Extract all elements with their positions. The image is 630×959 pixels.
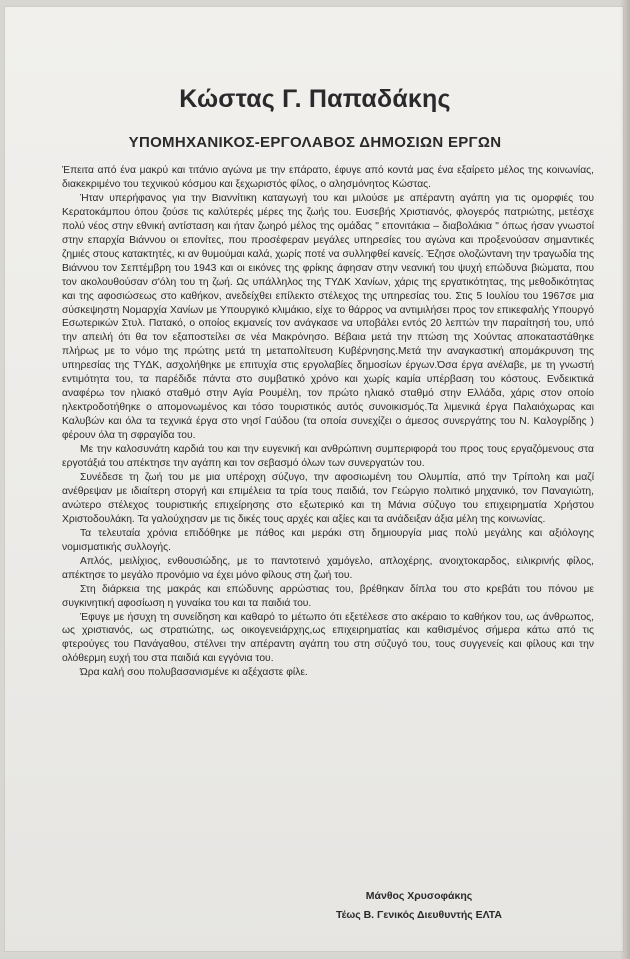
paragraph: Στη διάρκεια της μακράς και επώδυνης αρρώστιας του, βρέθηκαν δίπλα του στο κρεβάτι του πόνου με συγκινητική αφοσίωση η γυναίκα του και τα παιδιά του. — [62, 583, 594, 609]
document-body — [62, 164, 594, 680]
paragraph: Με την καλοσυνάτη καρδιά του και την ευγενική και ανθρώπινη συμπεριφορά του προς τους εργαζόμενους στα εργοτάξιά του απέκτησε την αγάπη και τον σεβασμό όλων των συνεργατών του. — [62, 444, 594, 470]
signature-name: Μάνθος Χρυσοφάκης — [365, 890, 473, 902]
paragraph: Απλός, μειλίχιος, ενθουσιώδης, με το παντοτεινό χαμόγελο, απλοχέρης, ανοιχτοκαρδος, ειλικρινής φίλος, απέκτησε το μεγάλο προνόμιο να έχει μόνο φίλους στη ζωή του. — [62, 555, 594, 581]
paragraph: Συνέδεσε τη ζωή του με μια υπέροχη σύζυγο, την αφοσιωμένη του Ολυμπία, από την Τρίπολη και μαζί ανέθρεψαν με ιδιαίτερη στοργή και επιμέλεια τα τρία τους παιδιά, τον Γεώργιο πολιτικό μηχανικό, τον Παναγιώτη, ανώτερο στέλεχος τουριστικής επιχείρησης στο εξωτερικό και τη Μάνια σύζυγο του επιχειρηματία Χρήστου Χριστοδουλάκη. Τα γαλούχησαν με τις δικές τους αρχές και αξίες και τα ανάδειξαν άξια μέλη της κοινωνίας. — [62, 471, 594, 525]
document-subtitle: ΥΠΟΜΗΧΑΝΙΚΟΣ-ΕΡΓΟΛΑΒΟΣ ΔΗΜΟΣΙΩΝ ΕΡΓΩΝ — [128, 134, 502, 151]
signature-block — [336, 887, 502, 925]
signature-title: Τέως Β. Γενικός Διευθυντής ΕΛΤΑ — [335, 909, 502, 921]
paragraph: Έφυγε με ήσυχη τη συνείδηση και καθαρό το μέτωπο ότι εξετέλεσε στο ακέραιο το καθήκον του, ως άνθρωπος, ως χριστιανός, ως στρατιώτης, ως οικογενειάρχης,ως επιχειρηματίας και καθισμένος σήμερα κάτω από τις φτερούγες του Πανάγαθου, στέλνει την απέραντη αγάπη του στη σύζυγό του, τους συγγενείς και φίλους και την ολόθερμη ευχή του στα παιδιά και εγγόνια του. — [62, 611, 594, 665]
paragraph: Τα τελευταία χρόνια επιδόθηκε με πάθος και μεράκι στη δημιουργία μιας πολύ μεγάλης και αξιόλογης νομισματικής συλλογής. — [62, 527, 594, 553]
paragraph: Ώρα καλή σου πολυβασανισμένε κι αξέχαστε φίλε. — [80, 667, 308, 679]
paragraph: Έπειτα από ένα μακρύ και τιτάνιο αγώνα με την επάρατο, έφυγε από κοντά μας ένα εξαίρετο μέλος της κοινωνίας, διακεκριμένο του τεχνικού κόσμου και ξεχωριστός φίλος, ο αλησμόνητος Κώστας. — [62, 165, 594, 190]
document-title: Κώστας Γ. Παπαδάκης — [179, 85, 451, 113]
paragraph: Ήταν υπερήφανος για την Βιαννίτικη καταγωγή του και μιλούσε με απέραντη αγάπη για τις ομορφιές του Κερατοκάμπου όπου ζούσε τις καλύτερές μέρες της ζωής του. Ευσεβής Χριστιανός, φλογερός πατριώτης, μετέσχε πολύ νέος στην εθνική αντίσταση και ήταν ζωηρό μέλος της ομάδας " επονιτάκια – διαβολάκια " όπως ήσαν γνωστοί στην επαρχία Βιάννου οι επονίτες, που προσέφεραν μεγάλες υπηρεσίες του αγώνα και προξενούσαν σημαντικές ζημιές στους κατακτητές, κι αν θυμούμαι καλά, χωρίς ποτέ να συλληφθεί κανείς. Έζησε ολοζώντανη την τραγωδία της Βιάννου τον Σεπτέμβρη του 1943 και οι εικόνες της φρίκης άφησαν στην νεανική του ψυχή επώδυνα βιώματα, που τον ακολουθούσαν σ'όλη του τη ζωή. Ως υπάλληλος της ΤΥΔΚ Χανίων, χάρις της εργατικότητας, της μεθοδικότητας και της αφοσιώσεως στο καθήκον, ανεδείχθει επίλεκτο στέλεχος της υπηρεσίας του. Στις 5 Ιουλίου του 1967σε μια σύσκεψηστη Νομαρχία Χανίων με Υπουργικό κλιμάκιο, είχε το θάρρος να αντιμιλήσει προς τον επικεφαλής Υπουργό Εσωτερικών Στυλ. Πατακό, ο οποίος εκμανείς τον ανάγκασε να υποβάλει εντός 20 λεπτών την παραίτησή του, υπό την απειλή ότι θα τον εξαποστείλει σε νέα Μακρόνησο. Βέβαια μετά την πτώση της Χούντας αποκαταστάθηκε πλήρως με το νόμο της πρώτης μετά τη μεταπολίτευση Κυβέρνησης.Μετά την αναγκαστική απομάκρυνση της υπηρεσίας της ΤΥΔΚ, ασχολήθηκε με επιτυχία στις εργολαβίες δημοσίων έργων.Όσα έργα ανέλαβε, με τη γνωστή εντιμότητα του, τα παρέδιδε πάντα στο συμβατικό χρόνο και χωρίς καμία υπέρβαση του κόστους. Ενδεικτικά αναφέρω τον ηλιακό σταθμό στην Αγία Ρουμέλη, τον πρώτο ηλιακό σταθμό στην Ελλάδα, χάρις στον οποίο ηλεκτροδοτήθηκε ο απομονωμένος και τόσο τουριστικός αυτός συνοικισμός.Τα λιμενικά έργα Παλαιόχωρας και Καλυβών και όλα τα τεχνικά έργα στο νησί Γαύδου (τα οποία συνεχίζει ο άμεσος συνεργάτης του Ν. Καλογρίδης ) φέρουν όλα τη σφραγίδα του. — [62, 192, 594, 442]
